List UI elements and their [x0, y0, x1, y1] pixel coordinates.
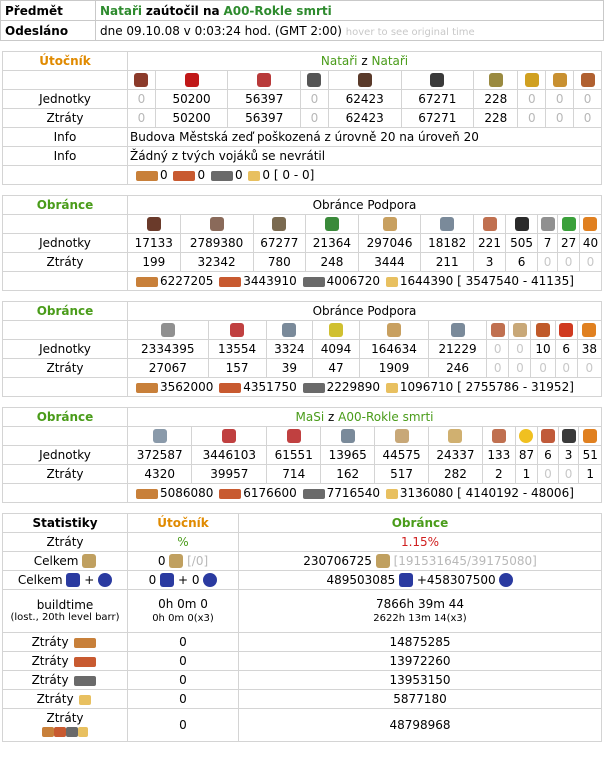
res-iron: 7716540: [326, 486, 381, 500]
res-crop: 1096710: [399, 380, 454, 394]
crop-icon: [386, 383, 398, 393]
sent-label: Odesláno: [1, 21, 96, 41]
unit-count: 221: [473, 234, 505, 253]
loss-count: 0: [577, 359, 601, 378]
def-wood-loss: 14875285: [239, 633, 602, 652]
equites-caesaris-icon: [448, 429, 462, 443]
def-total2-a: 489503085: [326, 572, 396, 587]
units-label: Jednotky: [3, 446, 128, 465]
horse-icon: [383, 217, 397, 231]
defender-village-link[interactable]: A00-Rokle smrti: [338, 410, 434, 424]
loss-count: 714: [267, 465, 321, 484]
settler-icon: [559, 323, 573, 337]
info-label: Info: [3, 128, 128, 147]
bounty-iron: 0: [234, 168, 243, 182]
stats-defender-col: Obránce: [239, 514, 602, 533]
loss-count: 32342: [180, 253, 253, 272]
defender-unit-icons: [3, 427, 602, 446]
loss-count: 0: [301, 109, 329, 128]
defender-unit-icons: [3, 321, 602, 340]
loss-count: 2: [482, 465, 515, 484]
crop-icon: [248, 171, 260, 181]
horse-icon: [387, 323, 401, 337]
unit-count: 40: [579, 234, 601, 253]
ram-icon: [491, 323, 505, 337]
defender-units-row: [3, 234, 602, 253]
loss-count: 0: [555, 359, 577, 378]
def-loss-pct: 1.15%: [239, 533, 602, 552]
wood-icon: [42, 727, 54, 737]
target-link[interactable]: A00-Rokle smrti: [223, 3, 332, 18]
equites-imperatoris-icon: [395, 429, 409, 443]
unit-count: 21364: [306, 234, 359, 253]
res-clay: 3443910: [243, 274, 297, 288]
info-damage: Budova Městská zeď poškozená z úrovně 20 na úroveň 20: [128, 128, 602, 147]
losses-label: Ztráty: [3, 253, 128, 272]
loss-count: 211: [421, 253, 474, 272]
unit-count: 228: [474, 90, 518, 109]
cavalry-icon: [440, 217, 454, 231]
buildtime-label: buildtime: [36, 597, 94, 612]
unit-count: 27: [558, 234, 580, 253]
clay-icon: [219, 383, 241, 393]
info-returned: Žádný z tvých vojáků se nevrátil: [128, 147, 602, 166]
wood-icon: [136, 383, 158, 393]
losses-label: Ztráty: [3, 109, 128, 128]
unit-count: 10: [531, 340, 555, 359]
imperian-icon: [287, 429, 301, 443]
res-loss-label: Ztráty: [46, 711, 84, 725]
crossed-swords-icon: [169, 554, 183, 568]
attacker-bounty: [128, 166, 602, 185]
info-label: Info: [3, 147, 128, 166]
hero-icon: [582, 323, 596, 337]
unit-count: 6: [538, 446, 559, 465]
attacker-unit-icons: [3, 71, 602, 90]
total2-label: Celkem: [17, 572, 63, 587]
iron-icon: [211, 171, 233, 181]
res-iron: 2229890: [326, 380, 381, 394]
loss-count: 199: [128, 253, 181, 272]
stats-losses-label: Ztráty: [3, 533, 128, 552]
unit-count: 297046: [358, 234, 421, 253]
loss-count: 157: [208, 359, 266, 378]
iron-icon: [303, 383, 325, 393]
loss-count: 0: [546, 109, 574, 128]
legionnaire-icon: [153, 429, 167, 443]
unit-count: 62423: [328, 90, 401, 109]
defender-owner-sep: z: [328, 410, 335, 424]
res-loss-label: Ztráty: [31, 654, 69, 668]
def-crop-loss: 5877180: [239, 690, 602, 709]
att-total: 0: [157, 553, 166, 568]
trebuchet-icon: [513, 323, 527, 337]
unit-count: 2334395: [128, 340, 209, 359]
unit-count: 50200: [155, 90, 228, 109]
loss-count: 0: [128, 109, 156, 128]
unit-count: 0: [301, 90, 329, 109]
clubswinger-icon: [134, 73, 148, 87]
clay-icon: [74, 657, 96, 667]
loss-count: 56397: [228, 109, 301, 128]
unit-count: 164634: [359, 340, 428, 359]
unit-count: 24337: [429, 446, 483, 465]
def-clay-loss: 13972260: [239, 652, 602, 671]
axeman-icon: [272, 217, 286, 231]
defender-losses-row: [3, 465, 602, 484]
def-total2-b: +458307500: [416, 572, 496, 587]
iron-icon: [66, 727, 78, 737]
unit-count: 0: [509, 340, 531, 359]
defender-resources: [128, 484, 602, 503]
res-crop: 1644390: [399, 274, 454, 288]
att-wood-loss: 0: [128, 633, 239, 652]
loss-count: 4320: [128, 465, 192, 484]
clubswinger-icon: [147, 217, 161, 231]
loss-count: 0: [487, 359, 509, 378]
unit-count: 0: [518, 90, 546, 109]
unit-count: 38: [577, 340, 601, 359]
swordsman-icon: [230, 323, 244, 337]
loss-count: 248: [306, 253, 359, 272]
crop-icon: [386, 489, 398, 499]
cavalry-icon: [451, 323, 465, 337]
att-clay-loss: 0: [128, 652, 239, 671]
units-label: Jednotky: [3, 90, 128, 109]
unit-count: 17133: [128, 234, 181, 253]
loss-count: 0: [538, 465, 559, 484]
losses-label: Ztráty: [3, 359, 128, 378]
stats-attacker-col: Útočník: [128, 514, 239, 533]
att-buildtime-sub: 0h 0m 0(x3): [152, 612, 214, 624]
res-wood: 6227205: [160, 274, 214, 288]
unit-count: 6: [555, 340, 577, 359]
clay-icon: [219, 489, 241, 499]
unit-count: 56397: [228, 90, 301, 109]
res-crop: 3136080: [399, 486, 454, 500]
unit-count: 44575: [375, 446, 429, 465]
attacker-role: Útočník: [3, 52, 128, 71]
unit-count: 0: [487, 340, 509, 359]
def-total: 230706725: [303, 553, 372, 568]
teutonic-knight-icon: [430, 73, 444, 87]
res-wood: 3562000: [160, 380, 214, 394]
loss-count: 6: [506, 253, 538, 272]
unit-count: 0: [128, 90, 156, 109]
settler-icon: [562, 217, 576, 231]
def-buildtime-sub: 2622h 13m 14(x3): [373, 612, 467, 624]
cavalry-defense-icon: [98, 573, 112, 587]
bounty-wood: 0: [160, 168, 168, 182]
chief-icon: [553, 73, 567, 87]
catapult-icon: [525, 73, 539, 87]
clay-icon: [54, 727, 66, 737]
unit-count: 4094: [313, 340, 360, 359]
loss-count: 517: [375, 465, 429, 484]
iron-icon: [303, 489, 325, 499]
phalanx-icon: [161, 323, 175, 337]
ram-icon: [483, 217, 497, 231]
infantry-defense-icon: [399, 573, 413, 587]
attacker-owner-sep: z: [361, 54, 368, 68]
loss-count: 3444: [358, 253, 421, 272]
wood-icon: [136, 277, 158, 287]
defender-resources: [128, 272, 602, 291]
loss-count: 39957: [192, 465, 267, 484]
crop-icon: [386, 277, 398, 287]
loss-count: 0: [558, 253, 580, 272]
res-clay: 6176600: [243, 486, 297, 500]
buildtime-sub: (lost., 20th level barr): [10, 611, 120, 623]
loss-count: 0: [579, 253, 601, 272]
settler-icon: [581, 73, 595, 87]
crop-icon: [79, 695, 91, 705]
hero-icon: [583, 429, 597, 443]
unit-count: 372587: [128, 446, 192, 465]
report-header: [0, 0, 604, 41]
att-loss-pct: %: [128, 533, 239, 552]
attacker-table: [2, 51, 602, 185]
defender-units-row: [3, 446, 602, 465]
att-total-extra: [/0]: [187, 553, 209, 568]
loss-count: 228: [474, 109, 518, 128]
loss-count: 1909: [359, 359, 428, 378]
unit-count: 3446103: [192, 446, 267, 465]
attacker-village-link[interactable]: Nataři: [371, 54, 409, 68]
loss-count: 1: [579, 465, 602, 484]
units-label: Jednotky: [3, 340, 128, 359]
cavalry-defense-icon: [203, 573, 217, 587]
defender-table-1: [2, 195, 602, 291]
statistics-table: [2, 513, 602, 742]
def-all-loss: 48798968: [239, 709, 602, 742]
att-iron-loss: 0: [128, 671, 239, 690]
attacker-units-row: [3, 90, 602, 109]
unit-count: 2789380: [180, 234, 253, 253]
defender-title: Obránce Podpora: [128, 302, 602, 321]
bounty-clay: 0: [197, 168, 206, 182]
def-total-extra: [191531645/39175080]: [393, 553, 537, 568]
hero-icon: [583, 217, 597, 231]
attacker-link[interactable]: Nataři: [100, 3, 143, 18]
loss-count: 0: [574, 109, 602, 128]
loss-count: 47: [313, 359, 360, 378]
loss-count: 246: [429, 359, 487, 378]
total-label: Celkem: [33, 553, 79, 568]
defender-table-3: [2, 407, 602, 503]
defender-role: Obránce: [3, 196, 128, 215]
loss-count: 162: [321, 465, 375, 484]
loss-count: 0: [531, 359, 555, 378]
infantry-defense-icon: [160, 573, 174, 587]
iron-icon: [74, 676, 96, 686]
crossed-swords-icon: [376, 554, 390, 568]
loss-count: 50200: [155, 109, 228, 128]
chief-icon: [541, 217, 555, 231]
boots-icon: [325, 217, 339, 231]
loss-count: 780: [253, 253, 306, 272]
druid-icon: [329, 323, 343, 337]
loss-count: 27067: [128, 359, 209, 378]
unit-count: 13965: [321, 446, 375, 465]
loss-count: 62423: [328, 109, 401, 128]
defender-role: Obránce: [3, 408, 128, 427]
loss-count: 0: [509, 359, 531, 378]
res-loss-label: Ztráty: [31, 635, 69, 649]
infantry-defense-icon: [66, 573, 80, 587]
unit-count: 0: [546, 90, 574, 109]
unit-count: 87: [515, 446, 537, 465]
attacker-losses-row: [3, 109, 602, 128]
loss-count: 1: [515, 465, 537, 484]
defender-units-row: [3, 340, 602, 359]
unit-count: 67277: [253, 234, 306, 253]
unit-count: 13554: [208, 340, 266, 359]
losses-label: Ztráty: [3, 465, 128, 484]
unit-count: 18182: [421, 234, 474, 253]
ram-icon: [489, 73, 503, 87]
defender-unit-icons: [3, 215, 602, 234]
ram-icon: [492, 429, 506, 443]
defender-role: Obránce: [3, 302, 128, 321]
legionnaire-icon: [210, 217, 224, 231]
wood-icon: [136, 489, 158, 499]
unit-count: 61551: [267, 446, 321, 465]
def-iron-loss: 13953150: [239, 671, 602, 690]
unit-count: 133: [482, 446, 515, 465]
unit-count: 0: [574, 90, 602, 109]
clay-icon: [173, 171, 195, 181]
defender-table-2: [2, 301, 602, 397]
att-crop-loss: 0: [128, 690, 239, 709]
bounty-extra: [ 0 - 0]: [273, 168, 315, 182]
settler-icon: [562, 429, 576, 443]
subject-label: Předmět: [1, 1, 96, 21]
unit-count: 7: [538, 234, 558, 253]
res-loss-label: Ztráty: [31, 673, 69, 687]
res-clay: 4351750: [243, 380, 297, 394]
att-total2-a: 0: [148, 572, 157, 587]
unit-count: 21229: [429, 340, 487, 359]
res-iron: 4006720: [326, 274, 381, 288]
crop-icon: [78, 727, 88, 737]
loss-count: 3: [473, 253, 505, 272]
praetorian-icon: [222, 429, 236, 443]
defender-title: Obránce Podpora: [128, 196, 602, 215]
defender-losses-row: [3, 253, 602, 272]
catapult-icon: [515, 217, 529, 231]
res-extra: [ 2755786 - 31952]: [457, 380, 574, 394]
att-all-loss: 0: [128, 709, 239, 742]
defender-owner-link[interactable]: MaSi: [295, 410, 325, 424]
iron-icon: [303, 277, 325, 287]
pathfinder-icon: [282, 323, 296, 337]
att-buildtime: 0h 0m 0: [158, 596, 208, 611]
res-extra: [ 3547540 - 41135]: [457, 274, 574, 288]
att-total2-b: + 0: [177, 572, 200, 587]
fire-catapult-icon: [519, 429, 533, 443]
loss-count: 67271: [401, 109, 474, 128]
wood-icon: [136, 171, 158, 181]
stats-title: Statistiky: [3, 514, 128, 533]
unit-count: 51: [579, 446, 602, 465]
unit-count: 505: [506, 234, 538, 253]
bounty-crop: 0: [262, 168, 271, 182]
loss-count: 0: [518, 109, 546, 128]
hover-hint: hover to see original time: [345, 26, 475, 38]
res-wood: 5086080: [160, 486, 214, 500]
cavalry-defense-icon: [499, 573, 513, 587]
unit-count: 3324: [266, 340, 313, 359]
clay-icon: [219, 277, 241, 287]
crossed-swords-icon: [82, 554, 96, 568]
defender-losses-row: [3, 359, 602, 378]
unit-count: 67271: [401, 90, 474, 109]
subject-verb: zaútočil na: [145, 3, 220, 18]
spearman-icon: [185, 73, 199, 87]
defender-resources: [128, 378, 602, 397]
loss-count: 282: [429, 465, 483, 484]
attacker-owner-link[interactable]: Nataři: [320, 54, 358, 68]
loss-count: 0: [538, 253, 558, 272]
paladin-icon: [358, 73, 372, 87]
axeman-icon: [257, 73, 271, 87]
loss-count: 39: [266, 359, 313, 378]
sent-value: dne 09.10.08 v 0:03:24 hod. (GMT 2:00): [100, 23, 342, 38]
res-extra: [ 4140192 - 48006]: [457, 486, 574, 500]
units-label: Jednotky: [3, 234, 128, 253]
senator-icon: [541, 429, 555, 443]
plus-sign: +: [84, 572, 95, 587]
res-loss-label: Ztráty: [36, 692, 74, 706]
wood-icon: [74, 638, 96, 648]
def-buildtime: 7866h 39m 44: [375, 596, 464, 611]
equites-legati-icon: [341, 429, 355, 443]
scout-icon: [307, 73, 321, 87]
loss-count: 0: [558, 465, 579, 484]
chieftain-icon: [536, 323, 550, 337]
unit-count: 3: [558, 446, 579, 465]
